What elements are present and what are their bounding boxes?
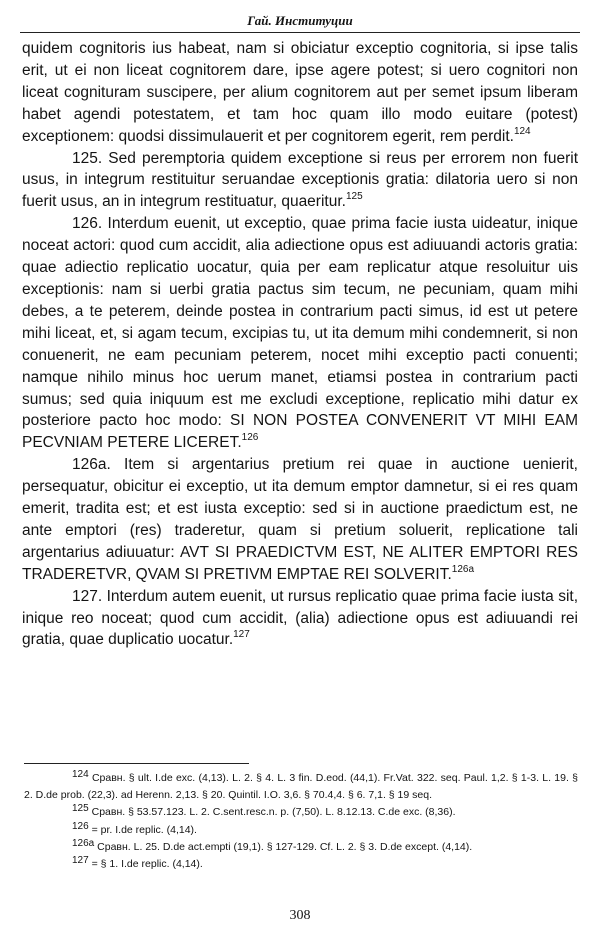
footnote-mark: 126a <box>72 837 95 849</box>
page-number: 308 <box>289 908 311 923</box>
running-header-title: Гай. Институции <box>247 13 353 28</box>
footnote-mark: 125 <box>72 803 89 815</box>
footnote-mark: 127 <box>72 855 89 867</box>
paragraph-126: 126. Interdum euenit, ut exceptio, quae prima facie iusta uideatur, inique noceat actori: quod cum accidit, alia adiectione opus est adiuuandi actoris gratia: quae adiectio replicatio uocatur, quia per eam replicatur atque resoluitur uis exceptionis: nam si uerbi gratia pactus sim tecum, ne pecuniam, quam mihi debes, a te peterem, deinde postea in contrarium pacti simus, id est ut petere mihi liceat, et, si agam tecum, excipias tu, ut ita demum mihi condemnerit, si non conuenerit, ne eam pecuniam peterem, nocet mihi exceptio pacti conuenti; namque nihilo minus hoc uerum manet, etiamsi postea in contrarium pacti sumus; sed quia iniquum est me excludi exceptione, replicatio mihi datur ex posteriore pacto hoc modo: SI NON POSTEA CONVENERIT VT MIHI EAM PECVNIAM PETERE LICERET.$^{126}$ <box>22 215 578 452</box>
footnote-ref[interactable]: 127 <box>233 629 250 641</box>
footnote: $^{126}$ = pr. I.de replic. (4,14). <box>72 820 197 836</box>
footnotes <box>24 770 578 873</box>
footnote: $^{125}$ Сравн. § 53.57.123. L. 2. C.sent.resc.n. p. (7,50). L. 8.12.13. C.de exc. (8,36). <box>72 803 456 819</box>
footnote: $^{124}$ Сравн. § ult. I.de exc. (4,13). L. 2. § 4. L. 3 fin. D.eod. (44,1). Fr.Vat. 322. seq. Paul. 1,2. § 1-3. L. 19. § 2. D.de prob. (22,3). ad Herenn. 2,13. § 20. Quintil. I.O. 3,6. § 70.4,4. § 6. 7,1. § 19 seq. <box>24 769 579 802</box>
footnote-mark: 124 <box>72 769 89 780</box>
footnote-divider <box>24 763 249 764</box>
paragraph-126a: 126a. Item si argentarius pretium rei quae in auctione uenierit, persequatur, obicitur ei exceptio, ut ita demum emptor damnetur, si ei res quam emerit, tradita est; et est iusta exceptio: sed si in auctione praedictum est, ne ante emptori (res) traderetur, quam si pretium soluerit, replicatione tali argentarius adiuuatur: AVT SI PRAEDICTVM EST, NE ALITER EMPTORI RES TRADERETVR, QVAM SI PRETIVM EMPTAE REI SOLVERIT.$^{126a}$ <box>22 456 578 583</box>
footnote-mark: 126 <box>72 820 89 832</box>
footnote: $^{127}$ = § 1. I.de replic. (4,14). <box>72 855 203 871</box>
footnote: $^{126a}$ Сравн. L. 25. D.de act.empti (19,1). § 127-129. Cf. L. 2. § 3. D.de except. (4,14). <box>72 837 473 853</box>
running-header <box>20 10 580 33</box>
footnote-ref[interactable]: 125 <box>345 191 363 203</box>
main-text <box>22 38 578 651</box>
footnote-ref[interactable]: 124 <box>513 125 531 137</box>
footnote-ref[interactable]: 126 <box>241 432 259 444</box>
paragraph-continued: quidem cognitoris ius habeat, nam si obiciatur exceptio cognitoria, si ipse talis erit, ut ei non liceat cognitorem dare, ipse agere potest; si uero cognitori non liceat cognituram suscipere, per alium cognitorem aut per semet ipsum liberam habet agendi potestatem, et tam hoc quam illo modo euitare (potest) exceptionem: quodsi dissimulauerit et per cognitorem egerit, rem perdit.$^{124}$ <box>22 40 578 145</box>
footnote-ref[interactable]: 126a <box>451 563 475 575</box>
paragraph-127: 127. Interdum autem euenit, ut rursus replicatio quae prima facie iusta sit, inique reo noceat; quod cum accidit, (alia) adiectione opus est adiuuandi rei gratia, quae duplicatio uocatur.$^{127}$ <box>22 587 578 649</box>
paragraph-125: 125. Sed peremptoria quidem exceptione si reus per errorem non fuerit usus, in integrum restituitur seruandae exceptionis gratia: dilatoria uero si non fuerit usus, an in integrum restituatur, quaeritur.$^{125}$ <box>22 149 578 211</box>
